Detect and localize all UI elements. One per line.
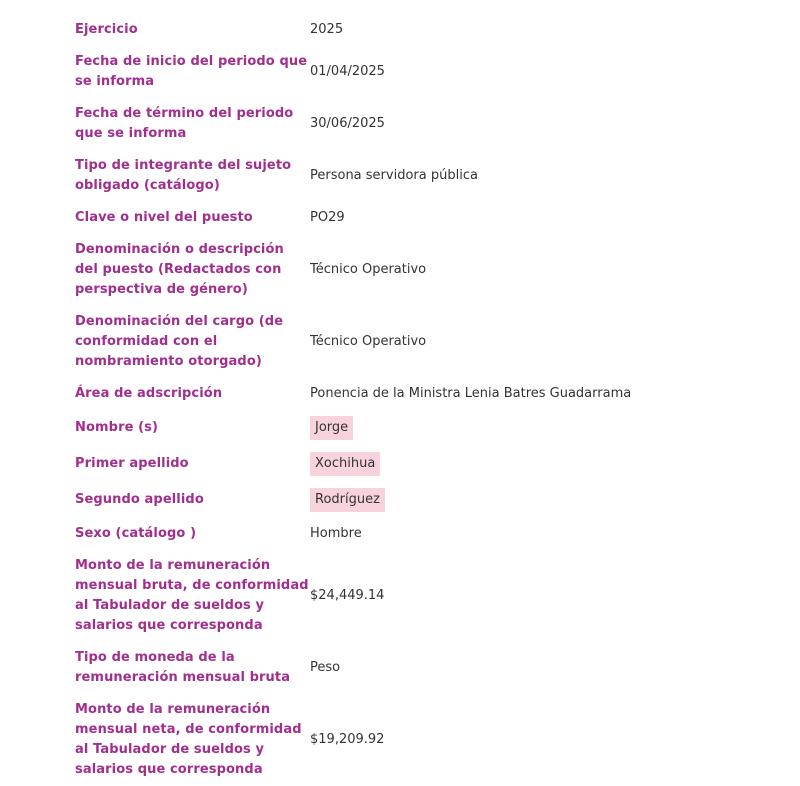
field-value: 30/06/2025 [310, 116, 385, 131]
row-clave-puesto [75, 202, 675, 234]
row-segundo-apellido [75, 482, 675, 518]
field-value: Técnico Operativo [310, 262, 427, 277]
highlighted-value: Xochihua [310, 452, 380, 476]
field-value: 01/04/2025 [310, 64, 385, 79]
field-label: Denominación o descripción del puesto (Redactados con perspectiva de género) [75, 242, 284, 297]
field-value [310, 452, 675, 476]
field-value [310, 416, 675, 440]
field-label: Tipo de moneda de la remuneración mensual bruta [75, 650, 291, 685]
field-label: Monto de la remuneración mensual neta, de conformidad al Tabulador de sueldos y salarios que corresponda [75, 702, 302, 777]
field-value: Técnico Operativo [310, 334, 427, 349]
field-value: PO29 [310, 210, 345, 225]
highlighted-value: Rodríguez [310, 488, 385, 512]
field-label: Sexo (catálogo ) [75, 526, 197, 541]
field-label: Denominación del cargo (de conformidad con el nombramiento otorgado) [75, 314, 284, 369]
row-fecha-inicio [75, 46, 675, 98]
field-label: Tipo de integrante del sujeto obligado (catálogo) [75, 158, 292, 193]
field-value: $24,449.14 [310, 588, 385, 603]
field-label: Segundo apellido [75, 492, 204, 507]
field-value: Peso [310, 660, 341, 675]
row-area-adscripcion [75, 378, 675, 410]
field-label: Ejercicio [75, 22, 138, 37]
highlighted-value: Jorge [310, 416, 353, 440]
field-label: Fecha de inicio del periodo que se informa [75, 54, 308, 89]
field-label: Clave o nivel del puesto [75, 210, 253, 225]
field-value: Persona servidora pública [310, 168, 478, 183]
field-value: Hombre [310, 526, 362, 541]
field-label: Área de adscripción [75, 386, 223, 401]
row-ejercicio [75, 14, 675, 46]
row-remuneracion-neta [75, 694, 675, 786]
row-tipo-moneda [75, 642, 675, 694]
field-label: Monto de la remuneración mensual bruta, de conformidad al Tabulador de sueldos y salarios que corresponda [75, 558, 309, 633]
row-remuneracion-bruta [75, 550, 675, 642]
row-denominacion-puesto [75, 234, 675, 306]
record-detail-table [75, 14, 675, 786]
field-value: 2025 [310, 22, 344, 37]
field-value: Ponencia de la Ministra Lenia Batres Guadarrama [310, 386, 632, 401]
row-nombre [75, 410, 675, 446]
row-denominacion-cargo [75, 306, 675, 378]
field-label: Primer apellido [75, 456, 189, 471]
row-fecha-termino [75, 98, 675, 150]
field-label: Fecha de término del periodo que se informa [75, 106, 294, 141]
field-label: Nombre (s) [75, 420, 159, 435]
field-value: $19,209.92 [310, 732, 385, 747]
row-primer-apellido [75, 446, 675, 482]
field-value [310, 488, 675, 512]
row-tipo-integrante [75, 150, 675, 202]
row-sexo [75, 518, 675, 550]
